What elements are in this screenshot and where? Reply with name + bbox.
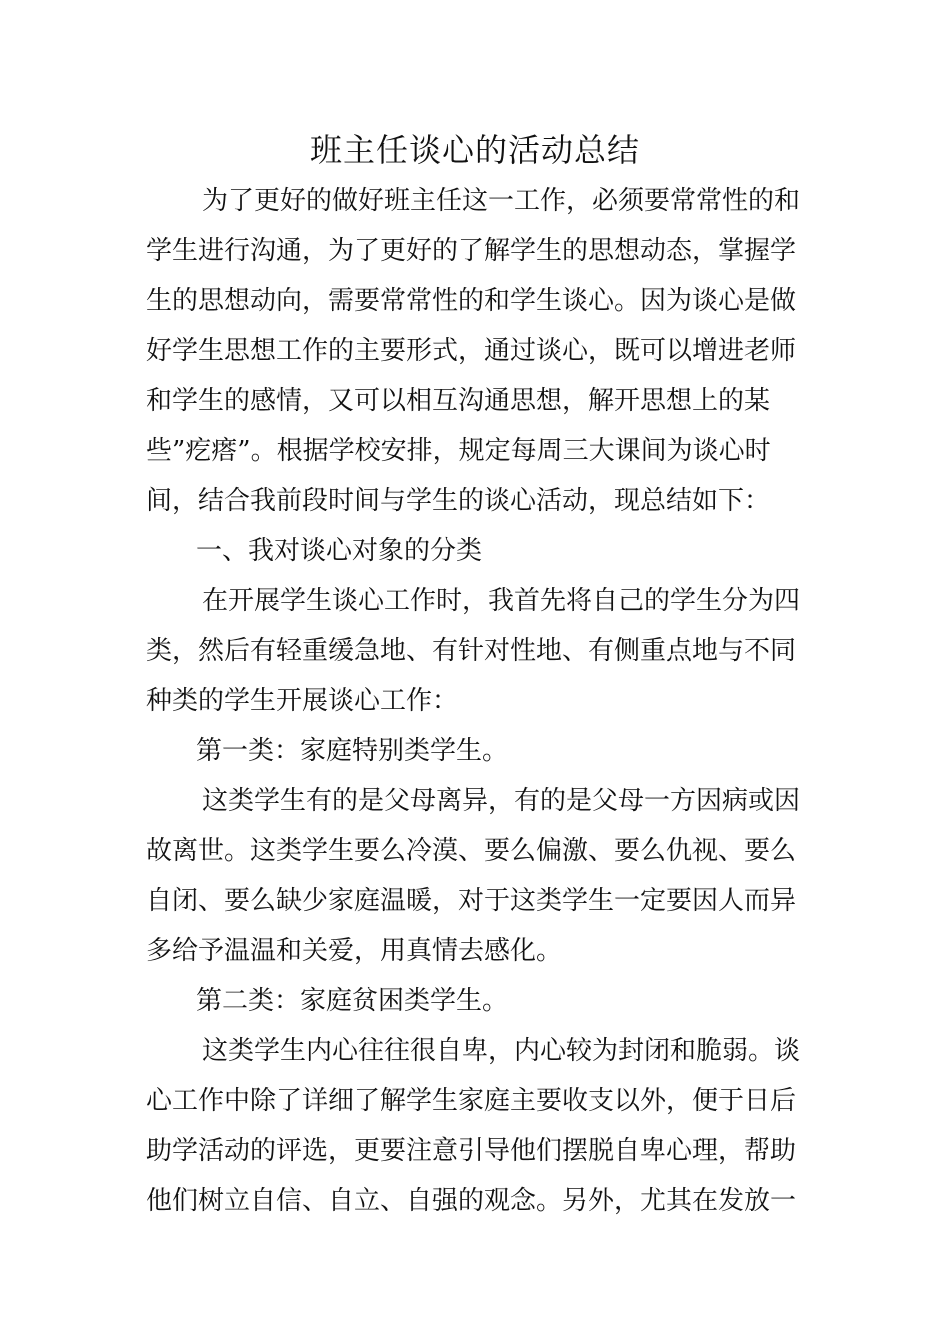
paragraph-line: 间，结合我前段时间与学生的谈心活动，现总结如下： xyxy=(146,486,771,516)
category-heading: 第一类：家庭特别类学生。 xyxy=(196,736,509,766)
document-body xyxy=(146,176,816,1226)
paragraph-line: 心工作中除了详细了解学生家庭主要收支以外，便于日后 xyxy=(146,1086,797,1116)
section-heading: 一、我对谈心对象的分类 xyxy=(196,536,483,566)
paragraph-line: 在开展学生谈心工作时，我首先将自己的学生分为四 xyxy=(202,586,801,616)
document-title: 班主任谈心的活动总结 xyxy=(309,131,640,169)
paragraph-line: 为了更好的做好班主任这一工作，必须要常常性的和 xyxy=(202,186,801,216)
paragraph-line: 种类的学生开展谈心工作： xyxy=(146,686,459,716)
paragraph-line: 这类学生有的是父母离异，有的是父母一方因病或因 xyxy=(202,786,801,816)
paragraph-line: 和学生的感情，又可以相互沟通思想，解开思想上的某 xyxy=(146,386,771,416)
paragraph-line: 些”疙瘩”。根据学校安排，规定每周三大课间为谈心时 xyxy=(146,436,771,466)
paragraph-line: 助学活动的评选，更要注意引导他们摆脱自卑心理，帮助 xyxy=(146,1136,797,1166)
category-heading: 第二类：家庭贫困类学生。 xyxy=(196,986,509,1016)
paragraph-line: 多给予温温和关爱，用真情去感化。 xyxy=(146,936,563,966)
paragraph-line: 他们树立自信、自立、自强的观念。另外，尤其在发放一 xyxy=(146,1186,797,1216)
paragraph-line: 类，然后有轻重缓急地、有针对性地、有侧重点地与不同 xyxy=(146,636,797,666)
paragraph-line: 学生进行沟通，为了更好的了解学生的思想动态，掌握学 xyxy=(146,236,797,266)
paragraph-line: 生的思想动向，需要常常性的和学生谈心。因为谈心是做 xyxy=(146,286,797,316)
paragraph-line: 这类学生内心往往很自卑，内心较为封闭和脆弱。谈 xyxy=(202,1036,801,1066)
paragraph-line: 自闭、要么缺少家庭温暖，对于这类学生一定要因人而异 xyxy=(146,886,797,916)
paragraph-line: 故离世。这类学生要么冷漠、要么偏激、要么仇视、要么 xyxy=(146,836,797,866)
paragraph-line: 好学生思想工作的主要形式，通过谈心，既可以增进老师 xyxy=(146,336,797,366)
